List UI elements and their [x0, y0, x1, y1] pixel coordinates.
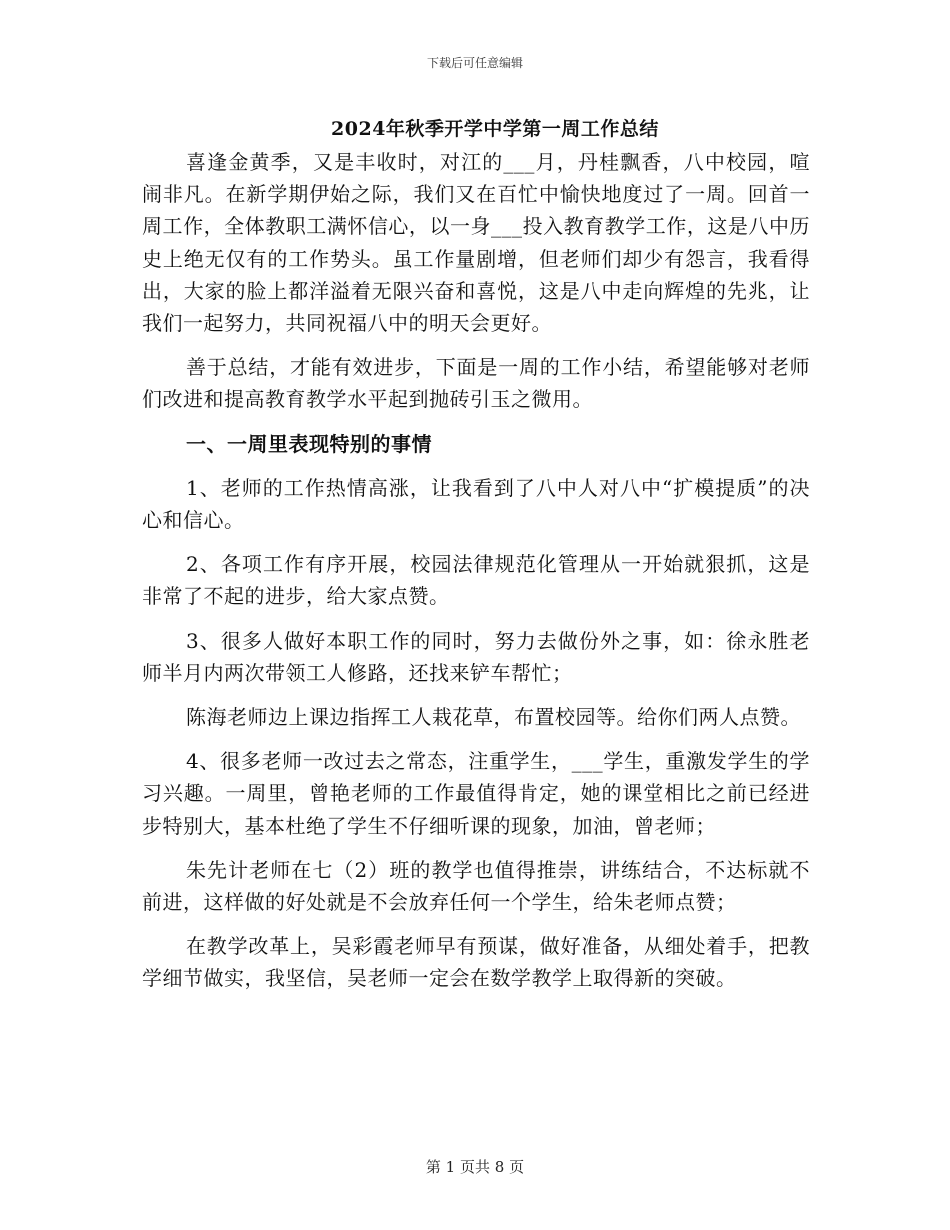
- paragraph-item-1: 1、老师的工作热情高涨，让我看到了八中人对八中“扩模提质”的决心和信心。: [142, 475, 810, 533]
- paragraph-item-3: 3、很多人做好本职工作的同时，努力去做份外之事，如：徐永胜老师半月内两次带领工人修路，还找来铲车帮忙；: [142, 628, 810, 685]
- paragraph-item-4-cont-1: 朱先计老师在七（2）班的教学也值得推崇，讲练结合，不达标就不前进，这样做的好处就是不会放弃任何一个学生，给朱老师点赞；: [142, 857, 810, 915]
- paragraph-item-2: 2、各项工作有序开展，校园法律规范化管理从一开始就狠抓，这是非常了不起的进步，给大家点赞。: [142, 552, 810, 609]
- document-title: 2024年秋季开学中学第一周工作总结: [331, 118, 659, 140]
- document-body: [142, 146, 810, 995]
- page-number-footer: 第 1 页共 8 页: [425, 1158, 525, 1176]
- header-note: 下载后可任意编辑: [426, 56, 523, 70]
- paragraph-intro: 喜逢金黄季，又是丰收时，对江的___月，丹桂飘香，八中校园，喧闹非凡。在新学期伊始之际，我们又在百忙中愉快地度过了一周。回首一周工作，全体教职工满怀信心，以一身___投入教育教学工作，这是八中历史上绝无仅有的工作势头。虽工作量剧增，但老师们却少有怨言，我看得出，大家的脸上都洋溢着无限兴奋和喜悦，这是八中走向辉煌的先兆，让我们一起努力，共同祝福八中的明天会更好。: [142, 150, 810, 336]
- paragraph-item-3-cont: 陈海老师边上课边指挥工人栽花草，布置校园等。给你们两人点赞。: [186, 705, 801, 730]
- section-heading: 一、一周里表现特别的事情: [186, 431, 432, 456]
- paragraph-item-4: 4、很多老师一改过去之常态，注重学生，___学生，重激发学生的学习兴趣。一周里，曾艳老师的工作最值得肯定，她的课堂相比之前已经进步特别大，基本杜绝了学生不仔细听课的现象，加油，曾老师；: [142, 749, 810, 838]
- paragraph-item-4-cont-2: 在教学改革上，吴彩霞老师早有预谋，做好准备，从细处着手，把教学细节做实，我坚信，吴老师一定会在数学教学上取得新的突破。: [142, 934, 810, 991]
- paragraph-summary-intro: 善于总结，才能有效进步，下面是一周的工作小结，希望能够对老师们改进和提高教育教学水平起到抛砖引玉之微用。: [142, 355, 810, 412]
